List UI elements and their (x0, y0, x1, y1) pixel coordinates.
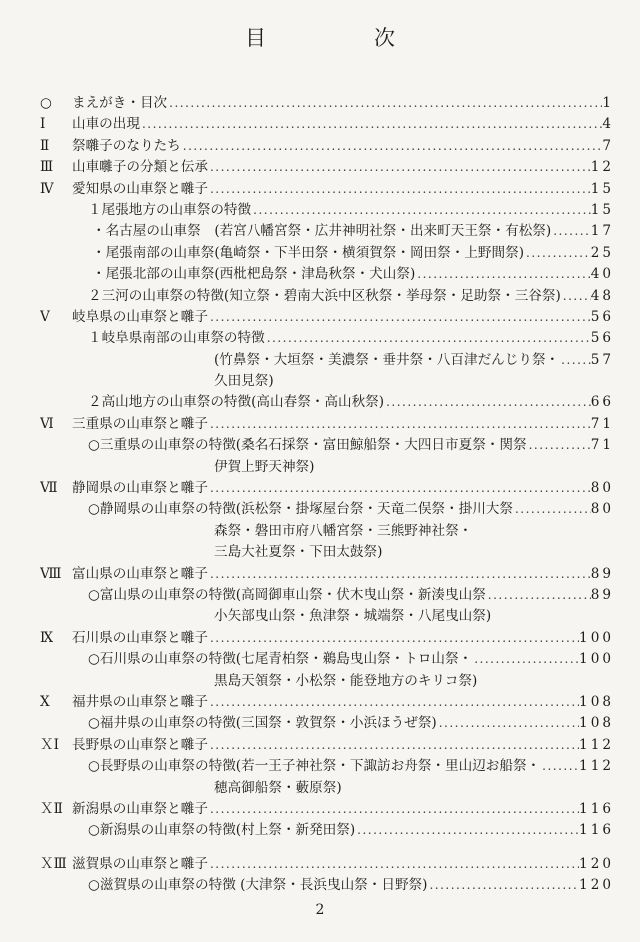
toc-entry (40, 854, 614, 875)
entry-title: 三重県の山車祭と囃子 (72, 415, 208, 432)
title-char-2: 次 (374, 26, 395, 50)
title-char-1: 目 (245, 26, 266, 50)
leader-dots (513, 499, 591, 520)
toc-entry (40, 243, 614, 264)
entry-page-number: 12 (590, 159, 614, 176)
entry-title: 富山県の山車祭と囃子 (72, 565, 208, 582)
leader-dots (355, 820, 579, 841)
entry-title: まえがき・目次 (72, 95, 168, 111)
toc-entry (40, 414, 614, 435)
chapter-number: Ⅷ (40, 565, 62, 582)
table-of-contents (40, 93, 614, 896)
entry-title: 森祭・磐田市府八幡宮祭・三熊野神社祭・ (214, 522, 473, 539)
entry-title: 新潟県の山車祭と囃子 (72, 800, 208, 817)
entry-page-number: 112 (579, 758, 614, 775)
entry-page-number: 108 (579, 715, 614, 732)
entry-title: ○静岡県の山車祭の特徴(浜松祭・掛塚屋台祭・天竜二俣祭・掛川大祭 (88, 501, 513, 518)
toc-entry (40, 564, 614, 585)
toc-entry (40, 799, 614, 820)
entry-page-number: 120 (579, 877, 614, 894)
toc-entry (40, 692, 614, 713)
entry-page-number: 116 (579, 822, 614, 839)
toc-entry (40, 392, 614, 413)
entry-page-number: 1 (602, 95, 614, 111)
entry-page-number: 17 (590, 223, 614, 240)
chapter-number: ＸⅠ (40, 736, 59, 753)
entry-title: (竹鼻祭・大垣祭・美濃祭・垂井祭・八百津だんじり祭・ (214, 351, 560, 368)
entry-page-number: 71 (590, 415, 614, 432)
leader-dots (551, 221, 590, 242)
toc-entry (40, 200, 614, 221)
toc-entry (40, 93, 614, 114)
toc-entry (40, 875, 614, 896)
entry-page-number: 100 (579, 651, 614, 668)
toc-entry (40, 286, 614, 307)
chapter-number: Ⅹ (40, 693, 50, 710)
entry-page-number: 89 (590, 565, 614, 582)
entry-page-number: 120 (579, 855, 614, 872)
entry-title: 小矢部曳山祭・魚津祭・城端祭・八尾曳山祭) (214, 608, 492, 625)
chapter-number: ＸⅢ (40, 855, 67, 872)
entry-title: 山車囃子の分類と伝承 (72, 159, 208, 176)
leader-dots (524, 243, 591, 264)
entry-title: ・名古屋の山車祭 (若宮八幡宮祭・広井神明社祭・出来町天王祭・有松祭) (92, 223, 552, 240)
entry-title: 愛知県の山車祭と囃子 (72, 180, 208, 197)
leader-dots (415, 264, 590, 285)
toc-entry (40, 671, 614, 692)
entry-title: ○福井県の山車祭の特徴(三国祭・敦賀祭・小浜ほうぜ祭) (88, 715, 437, 732)
leader-dots (251, 200, 591, 221)
chapter-number: Ⅲ (40, 159, 54, 176)
entry-title: ・尾張南部の山車祭(亀崎祭・下半田祭・横須賀祭・岡田祭・上野間祭) (92, 244, 525, 261)
toc-entry (40, 735, 614, 756)
entry-title: ・尾張北部の山車祭(西枇杷島祭・津島秋祭・犬山祭) (92, 266, 416, 283)
entry-title: ２高山地方の山車祭の特徴(高山春祭・高山秋祭) (88, 394, 385, 411)
toc-entry (40, 820, 614, 841)
page-number: 2 (315, 902, 325, 918)
entry-page-number: 15 (590, 201, 614, 218)
entry-page-number: 56 (590, 308, 614, 325)
chapter-number: Ⅰ (40, 116, 46, 133)
entry-page-number: 112 (579, 736, 614, 753)
entry-title: 福井県の山車祭と囃子 (72, 693, 208, 710)
entry-title: 山車の出現 (72, 116, 140, 133)
entry-page-number: 80 (590, 480, 614, 497)
leader-dots (559, 350, 591, 371)
leader-dots (208, 854, 579, 875)
toc-entry (40, 778, 614, 799)
entry-title: ２三河の山車祭の特徴(知立祭・碧南大浜中区秋祭・挙母祭・足助祭・三谷祭) (88, 287, 561, 304)
toc-entry (40, 114, 614, 135)
chapter-number: Ⅱ (40, 137, 50, 154)
leader-dots (527, 435, 591, 456)
toc-entry (40, 756, 614, 777)
toc-entry (40, 328, 614, 349)
entry-title: 黒島天領祭・小松祭・能登地方のキリコ祭) (214, 672, 478, 689)
entry-page-number: 4 (602, 116, 614, 133)
toc-entry (40, 350, 614, 371)
entry-page-number: 116 (579, 800, 614, 817)
entry-title: ○滋賀県の山車祭の特徴 (大津祭・長浜曳山祭・日野祭) (88, 877, 428, 894)
leader-dots (384, 392, 591, 413)
entry-page-number: 57 (590, 351, 614, 368)
chapter-number: ＸⅡ (40, 800, 63, 817)
toc-entry (40, 521, 614, 542)
entry-title: 祭囃子のなりたち (72, 137, 181, 154)
entry-title: ○富山県の山車祭の特徴(高岡御車山祭・伏木曳山祭・新湊曳山祭 (88, 586, 486, 603)
leader-dots (561, 286, 591, 307)
entry-page-number: 71 (590, 437, 614, 454)
leader-dots (208, 564, 591, 585)
entry-title: 久田見祭) (214, 373, 274, 390)
leader-dots (208, 414, 591, 435)
toc-entry (40, 649, 614, 670)
leader-dots (208, 307, 591, 328)
chapter-number: ○ (40, 95, 52, 111)
leader-dots (437, 713, 579, 734)
entry-page-number: 40 (590, 266, 614, 283)
entry-page-number: 66 (590, 394, 614, 411)
toc-entry (40, 307, 614, 328)
leader-dots (208, 628, 579, 649)
entry-title: 伊賀上野天神祭) (214, 458, 315, 475)
entry-title: 穂高御船祭・藪原祭) (214, 779, 342, 796)
toc-entry (40, 264, 614, 285)
entry-page-number: 25 (590, 244, 614, 261)
toc-entry (40, 585, 614, 606)
toc-entry (40, 179, 614, 200)
toc-entry (40, 542, 614, 563)
leader-dots (208, 179, 591, 200)
entry-title: ○三重県の山車祭の特徴(桑名石採祭・富田鯨船祭・大四日市夏祭・関祭 (88, 437, 527, 454)
toc-entry (40, 136, 614, 157)
toc-entry (40, 478, 614, 499)
chapter-number: Ⅳ (40, 180, 54, 197)
toc-entry (40, 606, 614, 627)
chapter-number: Ⅴ (40, 308, 50, 325)
entry-title: 長野県の山車祭と囃子 (72, 736, 208, 753)
entry-title: ○石川県の山車祭の特徴(七尾青柏祭・鵜島曳山祭・トロ山祭・ (88, 651, 473, 668)
entry-title: 滋賀県の山車祭と囃子 (72, 855, 208, 872)
leader-dots (208, 478, 591, 499)
entry-page-number: 48 (590, 287, 614, 304)
leader-dots (486, 585, 591, 606)
chapter-number: Ⅵ (40, 415, 54, 432)
entry-title: １尾張地方の山車祭の特徴 (88, 201, 252, 218)
leader-dots (181, 136, 603, 157)
toc-entry (40, 371, 614, 392)
leader-dots (208, 799, 579, 820)
entry-page-number: 80 (590, 501, 614, 518)
leader-dots (208, 157, 591, 178)
entry-page-number: 100 (579, 629, 614, 646)
entry-title: １岐阜県南部の山車祭の特徴 (88, 330, 265, 347)
entry-title: ○長野県の山車祭の特徴(若一王子神社祭・下諏訪お舟祭・里山辺お船祭・ (88, 758, 541, 775)
leader-dots (208, 692, 579, 713)
leader-dots (167, 93, 602, 114)
entry-title: 三島大社夏祭・下田太鼓祭) (214, 544, 383, 561)
entry-title: ○新潟県の山車祭の特徴(村上祭・新発田祭) (88, 822, 356, 839)
entry-page-number: 56 (590, 330, 614, 347)
toc-entry (40, 499, 614, 520)
chapter-number: Ⅶ (40, 480, 58, 497)
entry-title: 石川県の山車祭と囃子 (72, 629, 208, 646)
entry-page-number: 15 (590, 180, 614, 197)
leader-dots (472, 649, 579, 670)
entry-page-number: 108 (579, 693, 614, 710)
chapter-number: Ⅸ (40, 629, 54, 646)
toc-entry (40, 628, 614, 649)
leader-dots (427, 875, 579, 896)
entry-title: 岐阜県の山車祭と囃子 (72, 308, 208, 325)
page-title (0, 22, 640, 52)
toc-entry (40, 457, 614, 478)
toc-entry (40, 713, 614, 734)
leader-dots (540, 756, 579, 777)
entry-title: 静岡県の山車祭と囃子 (72, 480, 208, 497)
entry-page-number: 7 (602, 137, 614, 154)
toc-entry (40, 221, 614, 242)
toc-entry (40, 157, 614, 178)
entry-page-number: 89 (590, 586, 614, 603)
leader-dots (265, 328, 591, 349)
leader-dots (208, 735, 579, 756)
toc-entry (40, 435, 614, 456)
leader-dots (140, 114, 602, 135)
